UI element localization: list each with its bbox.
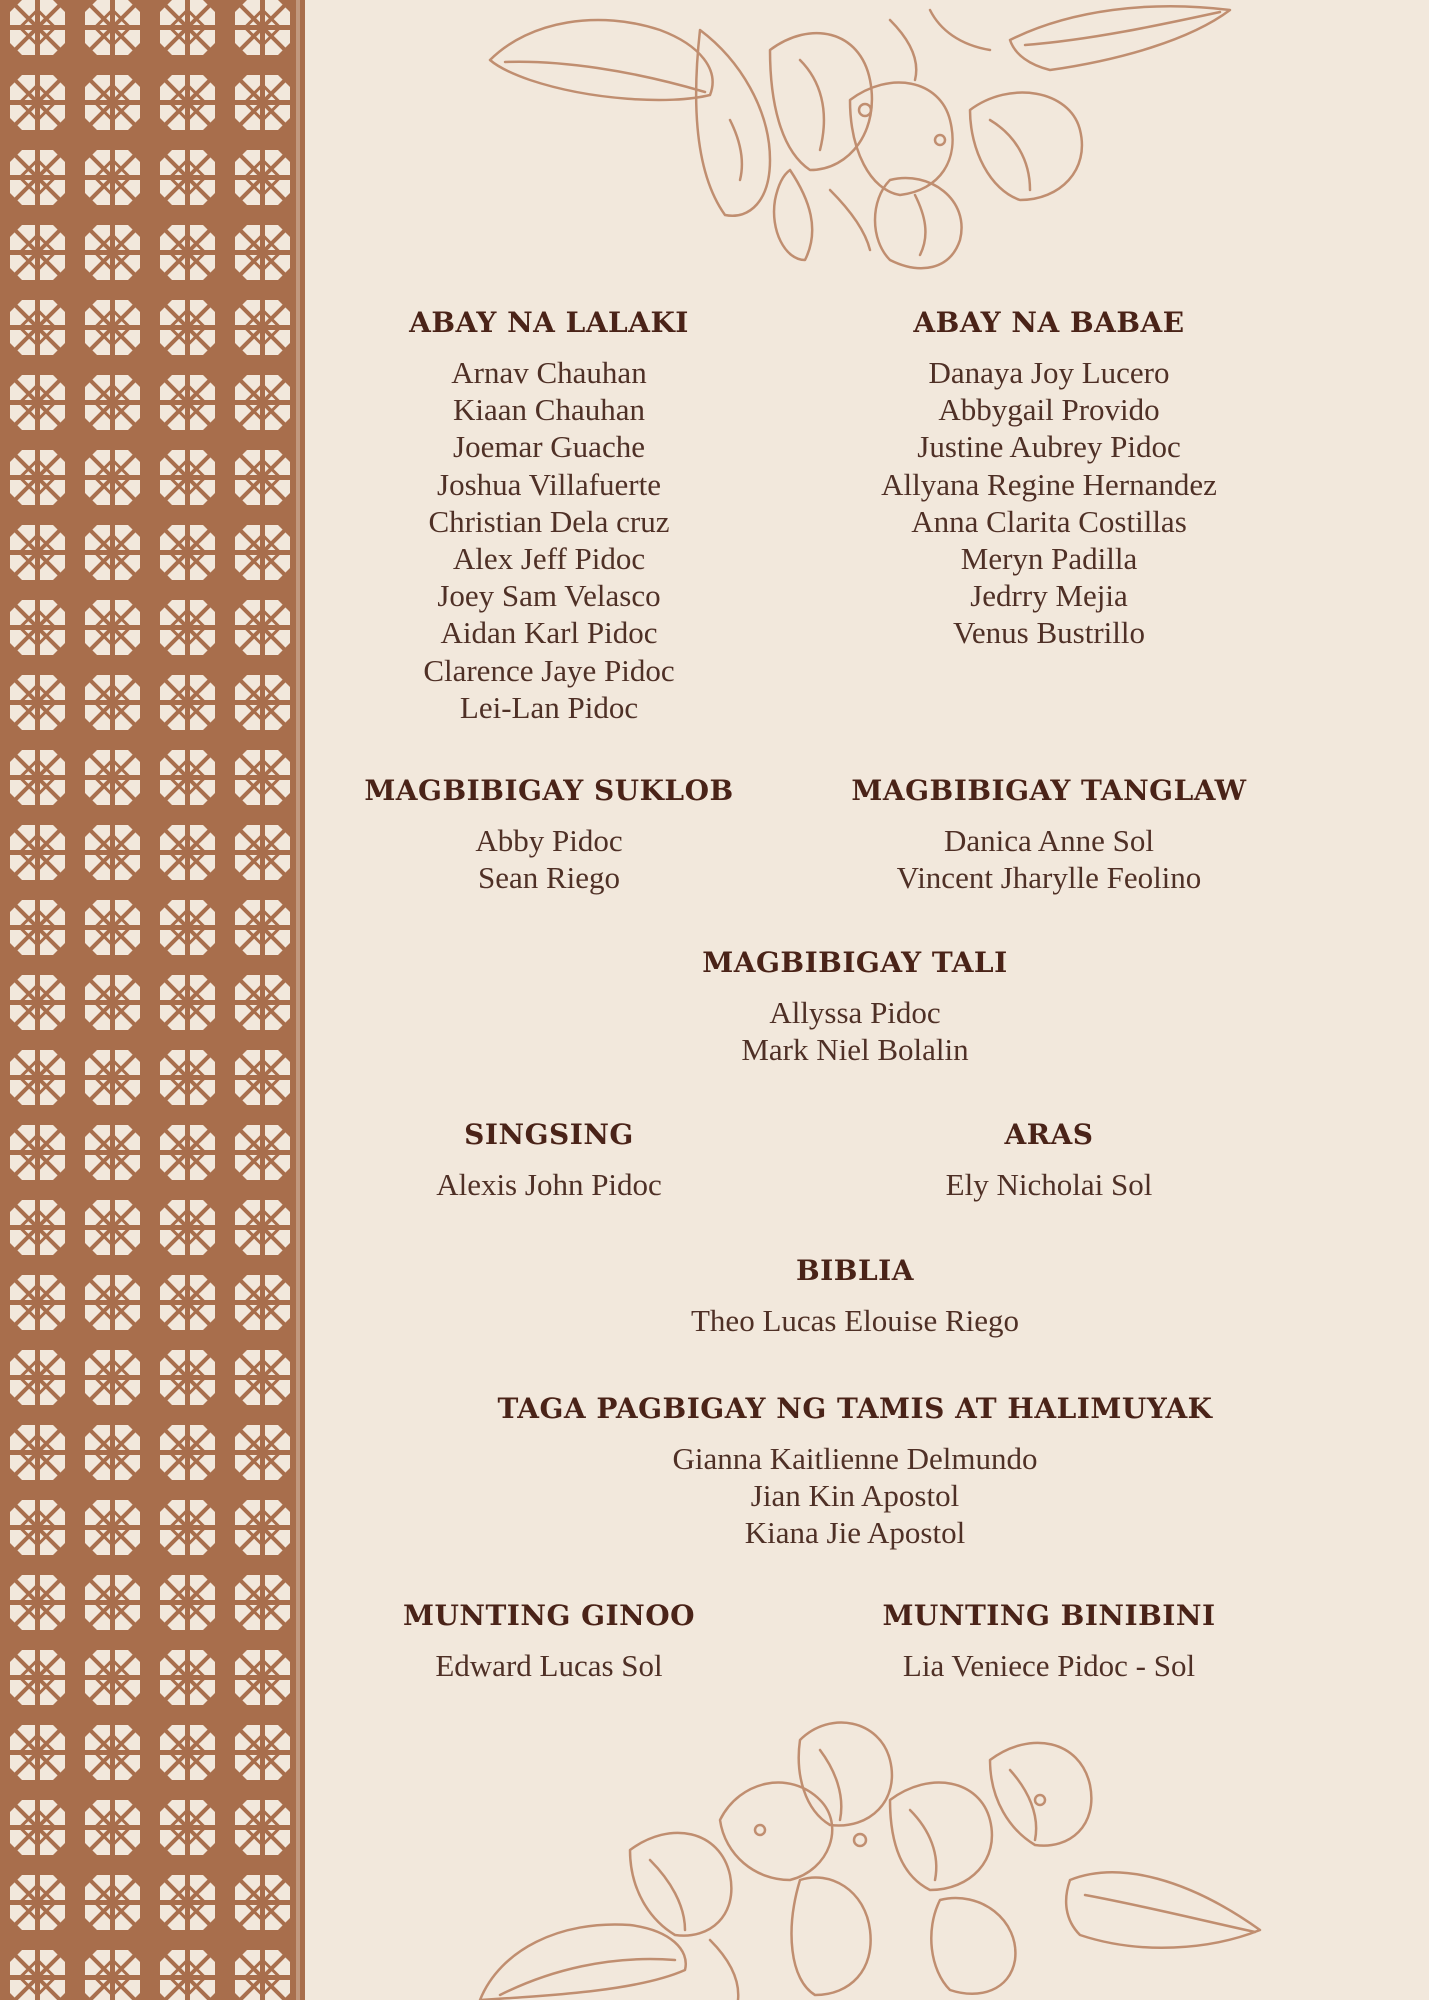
name-list <box>455 1440 1255 1552</box>
section-title: MAGBIBIGAY TALI <box>702 946 1008 979</box>
name-item: Jian Kin Apostol <box>750 1478 960 1514</box>
name-list <box>339 822 759 896</box>
name-item: Abby Pidoc <box>475 823 623 858</box>
section-magbibigay-suklob <box>339 772 759 896</box>
name-item: Christian Dela cruz <box>428 503 670 539</box>
name-item: Edward Lucas Sol <box>435 1648 663 1683</box>
section-title: ABAY NA BABAE <box>913 306 1185 339</box>
name-list <box>455 994 1255 1068</box>
name-item: Aidan Karl Pidoc <box>440 615 658 651</box>
name-list <box>339 354 759 726</box>
section-biblia <box>455 1252 1255 1339</box>
name-item: Kiaan Chauhan <box>453 392 645 428</box>
name-item: Meryn Padilla <box>960 541 1138 577</box>
name-item: Joey Sam Velasco <box>437 578 661 614</box>
section-taga-pagbigay-tamis <box>455 1390 1255 1552</box>
name-item: Justine Aubrey Pidoc <box>917 429 1181 465</box>
name-item: Joshua Villafuerte <box>437 466 661 502</box>
cane-weave-pattern <box>0 0 305 2000</box>
name-list <box>819 1166 1279 1203</box>
name-item: Allyana Regine Hernandez <box>881 466 1217 502</box>
name-item: Lia Veniece Pidoc - Sol <box>902 1648 1196 1683</box>
section-title: ABAY NA LALAKI <box>409 306 689 339</box>
section-title: BIBLIA <box>796 1254 914 1287</box>
name-item: Sean Riego <box>477 860 621 896</box>
section-title: MUNTING GINOO <box>402 1599 696 1632</box>
section-title: ARAS <box>1004 1118 1094 1151</box>
section-abay-lalaki <box>339 304 759 726</box>
name-item: Theo Lucas Elouise Riego <box>691 1303 1019 1338</box>
section-title: SINGSING <box>464 1118 634 1151</box>
name-item: Allyssa Pidoc <box>769 995 941 1030</box>
name-list <box>455 1302 1255 1339</box>
entourage-content <box>305 0 1429 2000</box>
name-item: Mark Niel Bolalin <box>741 1032 969 1068</box>
name-item: Kiana Jie Apostol <box>744 1515 966 1551</box>
name-item: Vincent Jharylle Feolino <box>896 860 1202 896</box>
name-list <box>339 1166 759 1203</box>
name-item: Joemar Guache <box>453 429 645 465</box>
name-item: Clarence Jaye Pidoc <box>423 652 675 688</box>
name-item: Gianna Kaitlienne Delmundo <box>672 1441 1038 1476</box>
name-list <box>819 354 1279 652</box>
name-item: Alex Jeff Pidoc <box>452 541 646 577</box>
name-item: Alexis John Pidoc <box>436 1167 662 1202</box>
section-magbibigay-tanglaw <box>819 772 1279 896</box>
section-abay-babae <box>819 304 1279 652</box>
section-title: TAGA PAGBIGAY NG TAMIS AT HALIMUYAK <box>497 1392 1213 1425</box>
section-aras <box>819 1116 1279 1203</box>
name-list <box>339 1647 759 1684</box>
name-item: Ely Nicholai Sol <box>945 1167 1153 1202</box>
name-item: Jedrry Mejia <box>970 578 1128 614</box>
name-item: Venus Bustrillo <box>952 615 1146 651</box>
section-munting-ginoo <box>339 1597 759 1684</box>
name-item: Danica Anne Sol <box>943 823 1155 858</box>
section-title: MAGBIBIGAY SUKLOB <box>364 774 734 807</box>
name-item: Anna Clarita Costillas <box>911 503 1187 539</box>
section-munting-binibini <box>819 1597 1279 1684</box>
name-item: Danaya Joy Lucero <box>928 355 1170 390</box>
section-title: MAGBIBIGAY TANGLAW <box>851 774 1247 807</box>
name-item: Abbygail Provido <box>938 392 1160 428</box>
name-list <box>819 822 1279 896</box>
name-item: Arnav Chauhan <box>451 355 647 390</box>
name-list <box>819 1647 1279 1684</box>
section-magbibigay-tali <box>455 944 1255 1068</box>
section-singsing <box>339 1116 759 1203</box>
section-title: MUNTING BINIBINI <box>882 1599 1216 1632</box>
name-item: Lei-Lan Pidoc <box>459 689 639 725</box>
